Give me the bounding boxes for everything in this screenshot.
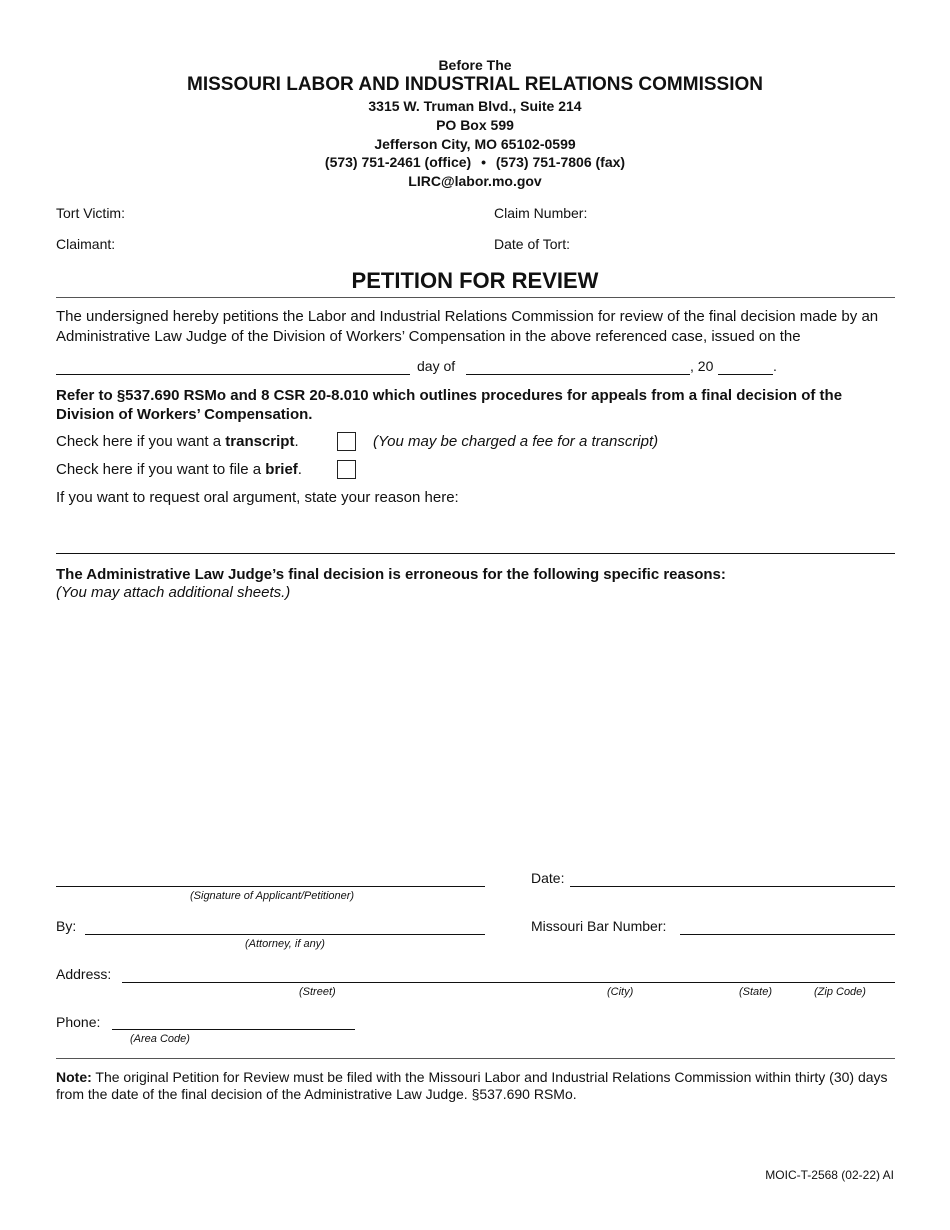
phone-fax: (573) 751-7806 (fax): [495, 154, 626, 170]
transcript-label-suffix: .: [294, 433, 299, 450]
area-code-caption: (Area Code): [130, 1033, 190, 1045]
date-label: Date:: [531, 870, 565, 886]
day-of-label: day of: [417, 358, 456, 374]
signature-date-field[interactable]: [570, 886, 895, 887]
city-caption: (City): [607, 986, 634, 998]
claim-number-label: Claim Number:: [494, 205, 588, 221]
note-divider: [56, 1058, 895, 1059]
oral-argument-label: If you want to request oral argument, state your reason here:: [56, 489, 459, 506]
brief-label-bold: brief: [265, 461, 298, 478]
signature-caption: (Signature of Applicant/Petitioner): [190, 890, 355, 902]
intro-paragraph: The undersigned hereby petitions the Labor and Industrial Relations Commission for review of the final decision made by an Administrative Law Judge of the Division of Workers’ Compensation in the above referenced case, issued on the: [56, 308, 879, 345]
note-label: Note:: [56, 1069, 92, 1085]
attorney-field[interactable]: [85, 934, 485, 935]
form-id: MOIC-T-2568 (02-22) AI: [765, 1168, 894, 1182]
brief-label-suffix: .: [297, 461, 302, 478]
transcript-checkbox[interactable]: [337, 432, 356, 451]
state-caption: (State): [739, 986, 773, 998]
bar-number-label: Missouri Bar Number:: [531, 918, 667, 934]
claimant-label: Claimant:: [56, 236, 116, 252]
oral-argument-field[interactable]: [56, 553, 895, 554]
zip-caption: (Zip Code): [814, 986, 866, 998]
transcript-fee-note: (You may be charged a fee for a transcript): [373, 433, 659, 450]
refer-statute-text: Refer to §537.690 RSMo and 8 CSR 20-8.010 which outlines procedures for appeals from a final decision of the Division of Workers’ Compensation.: [56, 387, 843, 423]
transcript-label-prefix: Check here if you want a: [56, 433, 226, 450]
brief-checkbox[interactable]: [337, 460, 356, 479]
brief-label-prefix: Check here if you want to file a: [56, 461, 266, 478]
transcript-label-bold: transcript: [225, 433, 295, 450]
bullet-separator: •: [481, 154, 486, 170]
header-phones: [0, 154, 950, 170]
date-of-tort-label: Date of Tort:: [494, 236, 571, 252]
phone-field[interactable]: [112, 1029, 355, 1030]
phone-label: Phone:: [56, 1014, 101, 1030]
header-agency: MISSOURI LABOR AND INDUSTRIAL RELATIONS COMMISSION: [187, 74, 763, 95]
header-before: Before The: [438, 57, 512, 73]
header-address-street: 3315 W. Truman Blvd., Suite 214: [368, 98, 582, 114]
month-field[interactable]: [466, 374, 690, 375]
day-field[interactable]: [56, 374, 410, 375]
header-address-city: Jefferson City, MO 65102-0599: [374, 136, 576, 152]
address-field[interactable]: [122, 982, 895, 983]
header-email: LIRC@labor.mo.gov: [408, 173, 542, 189]
year-field[interactable]: [718, 374, 773, 375]
signature-field[interactable]: [56, 886, 485, 887]
title-divider: [56, 297, 895, 298]
filing-note: [56, 1069, 896, 1103]
by-label: By:: [56, 918, 77, 934]
tort-victim-label: Tort Victim:: [56, 205, 125, 221]
bar-number-field[interactable]: [680, 934, 895, 935]
date-period: .: [773, 358, 777, 374]
phone-office: (573) 751-2461 (office): [324, 154, 472, 170]
header-address-pobox: PO Box 599: [436, 117, 514, 133]
brief-label: [56, 461, 302, 478]
reasons-area[interactable]: [56, 606, 895, 856]
note-text: The original Petition for Review must be filed with the Missouri Labor and Industrial Relations Commission within thirty (30) days from the date of the final decision of the Administrative Law Judge. §537.690 RSMo.: [56, 1069, 888, 1102]
year-prefix-label: , 20: [690, 358, 714, 374]
street-caption: (Street): [299, 986, 336, 998]
reasons-heading: The Administrative Law Judge’s final decision is erroneous for the following specific reasons:: [56, 566, 726, 583]
page-title: PETITION FOR REVIEW: [351, 268, 599, 293]
attorney-caption: (Attorney, if any): [245, 938, 325, 950]
address-label: Address:: [56, 966, 112, 982]
reasons-note: (You may attach additional sheets.): [56, 584, 291, 601]
transcript-label: [56, 433, 299, 450]
